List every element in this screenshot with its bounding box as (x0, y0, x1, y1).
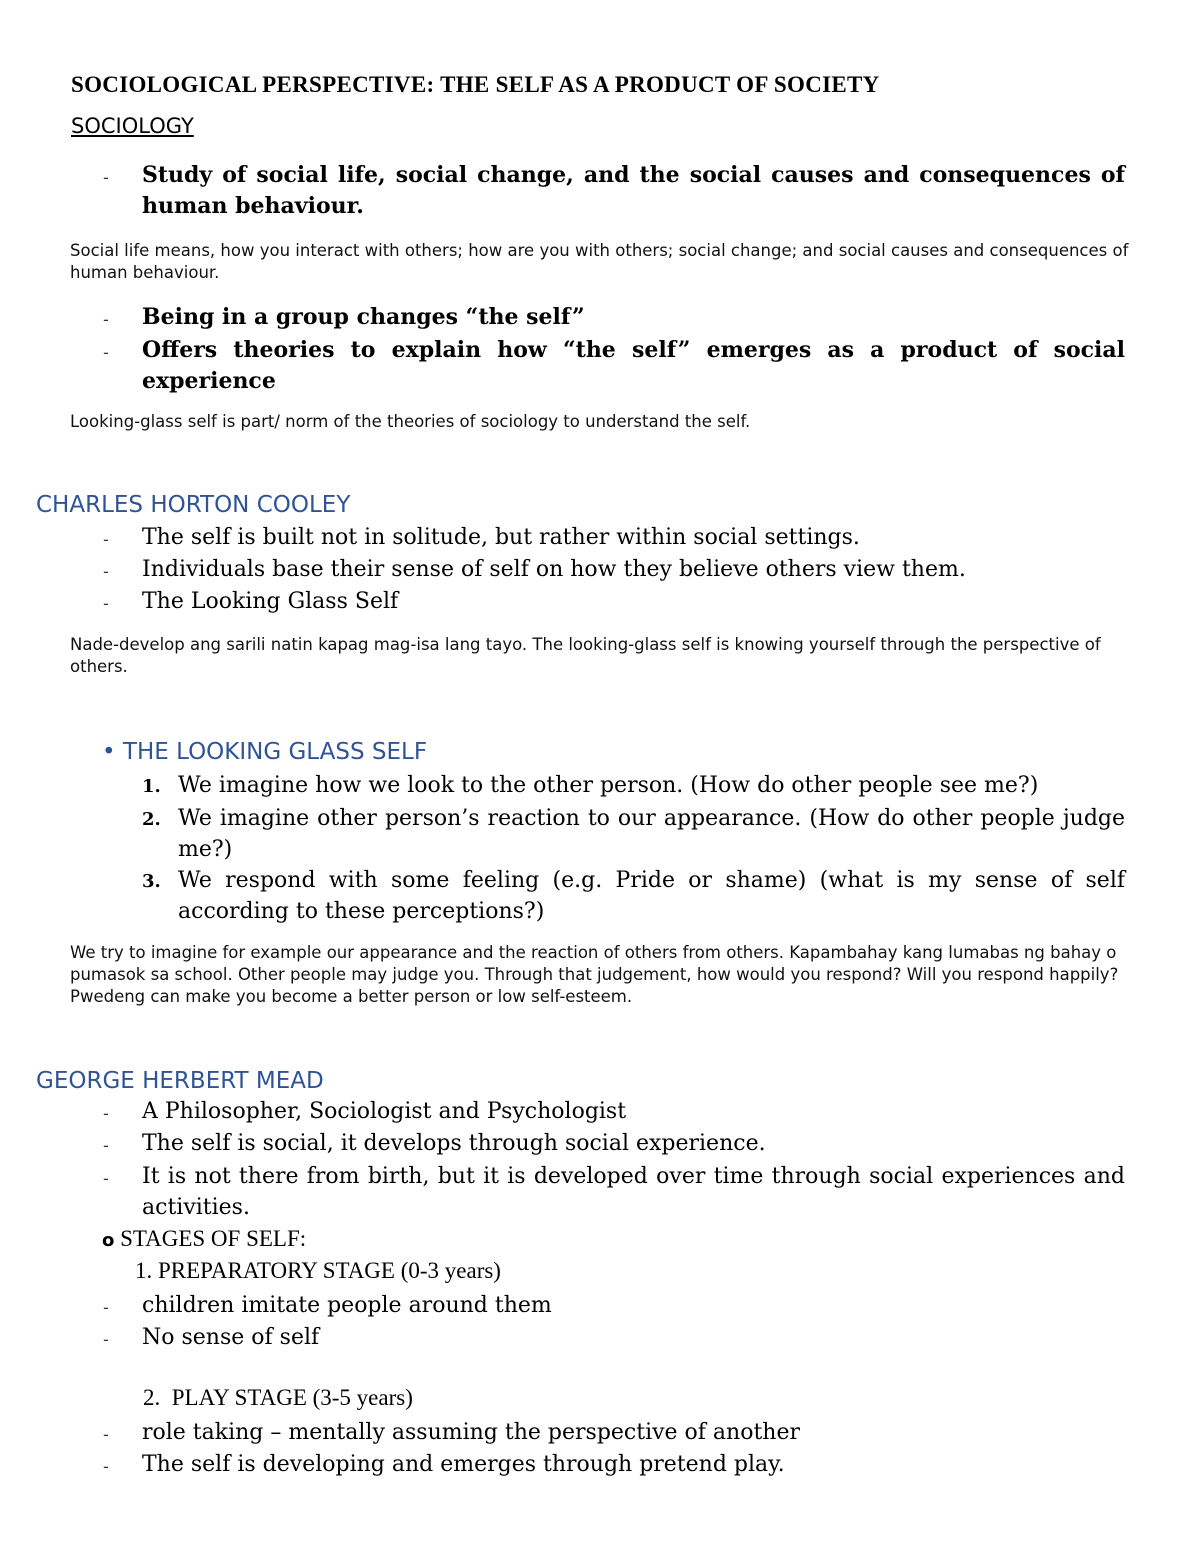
bullet-dash: - (103, 1104, 109, 1123)
mead-bullet-3: It is not there from birth, but it is developed over time through social experiences and activities. (142, 1164, 1125, 1220)
bullet-dash: - (103, 1136, 109, 1155)
stage-2-bullet-1: role taking – mentally assuming the perspective of another (142, 1420, 801, 1445)
sociology-heading: SOCIOLOGY (71, 114, 194, 138)
mead-heading: GEORGE HERBERT MEAD (36, 1068, 324, 1094)
sociology-note-2: Looking-glass self is part/ norm of the theories of sociology to understand the self. (70, 412, 751, 431)
cooley-bullet-2: Individuals base their sense of self on how they believe others view them. (142, 557, 966, 582)
stages-label (102, 1226, 306, 1252)
looking-glass-heading-text: THE LOOKING GLASS SELF (122, 739, 428, 765)
sociology-bullet-3: Offers theories to explain how “the self” emerges as a product of social experience (142, 337, 1125, 394)
bullet-dash: - (103, 310, 109, 329)
looking-glass-heading (102, 739, 427, 765)
bullet-dash: - (103, 1330, 109, 1349)
list-number: 1. (142, 776, 161, 797)
circle-bullet-icon: o (102, 1230, 115, 1251)
bullet-icon: • (102, 739, 116, 765)
list-number: 3. (142, 871, 161, 892)
stage-1-title: 1. PREPARATORY STAGE (0-3 years) (135, 1258, 501, 1283)
bullet-dash: - (103, 1169, 109, 1188)
sociology-note-1: Social life means, how you interact with others; how are you with others; social change; and social causes and consequences of human behaviour. (70, 241, 1129, 282)
looking-glass-note: We try to imagine for example our appearance and the reaction of others from others. Kapambahay kang lumabas ng bahay o pumasok sa school. Other people may judge you. Through that judgement, how would you respond? Will you respond happily? Pwedeng can make you become a better person or low self-esteem. (70, 943, 1119, 1006)
bullet-dash: - (103, 530, 109, 549)
bullet-dash: - (103, 562, 109, 581)
bullet-dash: - (103, 1457, 109, 1476)
cooley-note: Nade-develop ang sarili natin kapag mag-isa lang tayo. The looking-glass self is knowing yourself through the perspective of others. (70, 635, 1101, 676)
stage-2-title (143, 1385, 413, 1411)
bullet-dash: - (103, 1425, 109, 1444)
bullet-dash: - (103, 594, 109, 613)
cooley-bullet-3: The Looking Glass Self (142, 589, 399, 614)
stages-label-text: STAGES OF SELF: (120, 1226, 307, 1251)
bullet-dash: - (103, 1298, 109, 1317)
bullet-dash: - (103, 343, 109, 362)
looking-glass-item-2: We imagine other person’s reaction to our appearance. (How do other people judge me?) (178, 806, 1125, 862)
stage-2-bullet-2: The self is developing and emerges through pretend play. (142, 1452, 785, 1477)
stage-2-title-text: PLAY STAGE (3-5 years) (171, 1385, 413, 1410)
stage-1-bullet-2: No sense of self (142, 1325, 320, 1350)
looking-glass-item-3: We respond with some feeling (e.g. Pride or shame) (what is my sense of self according to these perceptions?) (178, 868, 1125, 924)
list-number: 2. (142, 809, 161, 830)
looking-glass-item-1: We imagine how we look to the other person. (How do other people see me?) (178, 773, 1039, 798)
cooley-heading: CHARLES HORTON COOLEY (36, 492, 351, 518)
stage-2-number: 2. (143, 1385, 161, 1410)
page-title: SOCIOLOGICAL PERSPECTIVE: THE SELF AS A PRODUCT OF SOCIETY (71, 72, 880, 97)
cooley-bullet-1: The self is built not in solitude, but rather within social settings. (142, 525, 860, 550)
mead-bullet-2: The self is social, it develops through social experience. (142, 1131, 766, 1156)
bullet-dash: - (103, 168, 109, 187)
stage-1-bullet-1: children imitate people around them (142, 1293, 552, 1318)
sociology-bullet-2: Being in a group changes “the self” (142, 304, 585, 330)
mead-bullet-1: A Philosopher, Sociologist and Psychologist (142, 1099, 627, 1124)
sociology-bullet-1: Study of social life, social change, and the social causes and consequences of human behaviour. (142, 162, 1125, 219)
